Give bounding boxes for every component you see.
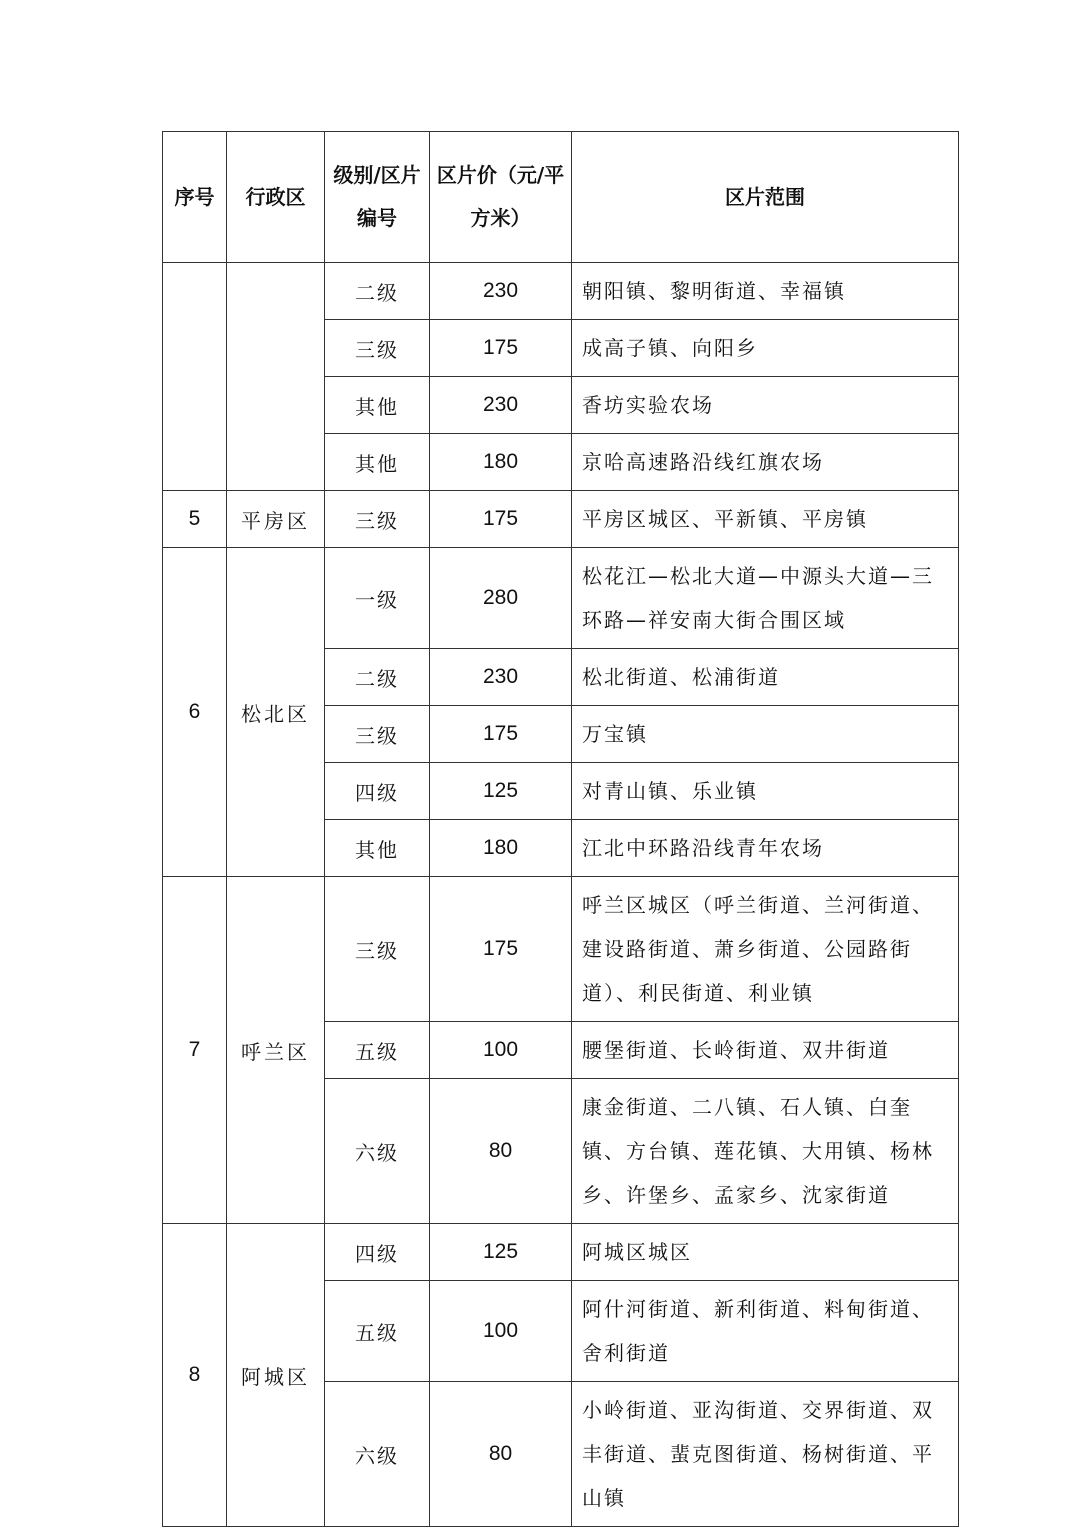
cell-price: 80 — [430, 1079, 572, 1224]
cell-range: 腰堡街道、长岭街道、双井街道 — [572, 1022, 959, 1079]
table-row — [163, 263, 959, 320]
table-body — [163, 263, 959, 1527]
cell-grade: 四级 — [325, 1224, 430, 1281]
cell-price: 230 — [430, 377, 572, 434]
cell-grade: 四级 — [325, 763, 430, 820]
header-price: 区片价（元/平方米） — [430, 132, 572, 263]
cell-price: 175 — [430, 491, 572, 548]
cell-district: 平房区 — [227, 491, 325, 548]
header-row — [163, 132, 959, 263]
cell-grade: 其他 — [325, 820, 430, 877]
cell-district: 松北区 — [227, 548, 325, 877]
cell-range: 松北街道、松浦街道 — [572, 649, 959, 706]
cell-range: 平房区城区、平新镇、平房镇 — [572, 491, 959, 548]
cell-price: 100 — [430, 1022, 572, 1079]
cell-range: 康金街道、二八镇、石人镇、白奎镇、方台镇、莲花镇、大用镇、杨林乡、许堡乡、孟家乡、沈家街道 — [572, 1079, 959, 1224]
cell-price: 125 — [430, 763, 572, 820]
cell-grade: 二级 — [325, 649, 430, 706]
cell-range: 江北中环路沿线青年农场 — [572, 820, 959, 877]
cell-range: 对青山镇、乐业镇 — [572, 763, 959, 820]
land-price-table — [162, 131, 959, 1527]
cell-price: 280 — [430, 548, 572, 649]
table-row — [163, 877, 959, 1022]
cell-range: 呼兰区城区（呼兰街道、兰河街道、建设路街道、萧乡街道、公园路街道）、利民街道、利业镇 — [572, 877, 959, 1022]
cell-range: 京哈高速路沿线红旗农场 — [572, 434, 959, 491]
table-row — [163, 491, 959, 548]
cell-price: 180 — [430, 820, 572, 877]
cell-range: 松花江—松北大道—中源头大道—三环路—祥安南大街合围区域 — [572, 548, 959, 649]
cell-grade: 六级 — [325, 1079, 430, 1224]
cell-grade: 三级 — [325, 320, 430, 377]
cell-range: 万宝镇 — [572, 706, 959, 763]
header-seq: 序号 — [163, 132, 227, 263]
cell-price: 180 — [430, 434, 572, 491]
cell-price: 80 — [430, 1382, 572, 1527]
cell-seq: 5 — [163, 491, 227, 548]
cell-range: 小岭街道、亚沟街道、交界街道、双丰街道、蜚克图街道、杨树街道、平山镇 — [572, 1382, 959, 1527]
cell-grade: 六级 — [325, 1382, 430, 1527]
cell-range: 成高子镇、向阳乡 — [572, 320, 959, 377]
cell-grade: 三级 — [325, 491, 430, 548]
cell-grade: 一级 — [325, 548, 430, 649]
cell-grade: 其他 — [325, 377, 430, 434]
cell-district: 阿城区 — [227, 1224, 325, 1527]
cell-price: 175 — [430, 706, 572, 763]
cell-price: 175 — [430, 877, 572, 1022]
cell-seq: 6 — [163, 548, 227, 877]
cell-seq — [163, 263, 227, 491]
header-grade: 级别/区片编号 — [325, 132, 430, 263]
cell-grade: 三级 — [325, 706, 430, 763]
cell-range: 香坊实验农场 — [572, 377, 959, 434]
cell-district — [227, 263, 325, 491]
cell-range: 阿城区城区 — [572, 1224, 959, 1281]
cell-grade: 三级 — [325, 877, 430, 1022]
cell-price: 175 — [430, 320, 572, 377]
cell-grade: 五级 — [325, 1281, 430, 1382]
cell-price: 230 — [430, 649, 572, 706]
table-header — [163, 132, 959, 263]
cell-range: 阿什河街道、新利街道、料甸街道、舍利街道 — [572, 1281, 959, 1382]
cell-range: 朝阳镇、黎明街道、幸福镇 — [572, 263, 959, 320]
cell-district: 呼兰区 — [227, 877, 325, 1224]
cell-seq: 8 — [163, 1224, 227, 1527]
header-range: 区片范围 — [572, 132, 959, 263]
table-row — [163, 1224, 959, 1281]
header-district: 行政区 — [227, 132, 325, 263]
cell-seq: 7 — [163, 877, 227, 1224]
cell-price: 100 — [430, 1281, 572, 1382]
cell-grade: 五级 — [325, 1022, 430, 1079]
table-row — [163, 548, 959, 649]
cell-price: 230 — [430, 263, 572, 320]
cell-price: 125 — [430, 1224, 572, 1281]
cell-grade: 其他 — [325, 434, 430, 491]
cell-grade: 二级 — [325, 263, 430, 320]
